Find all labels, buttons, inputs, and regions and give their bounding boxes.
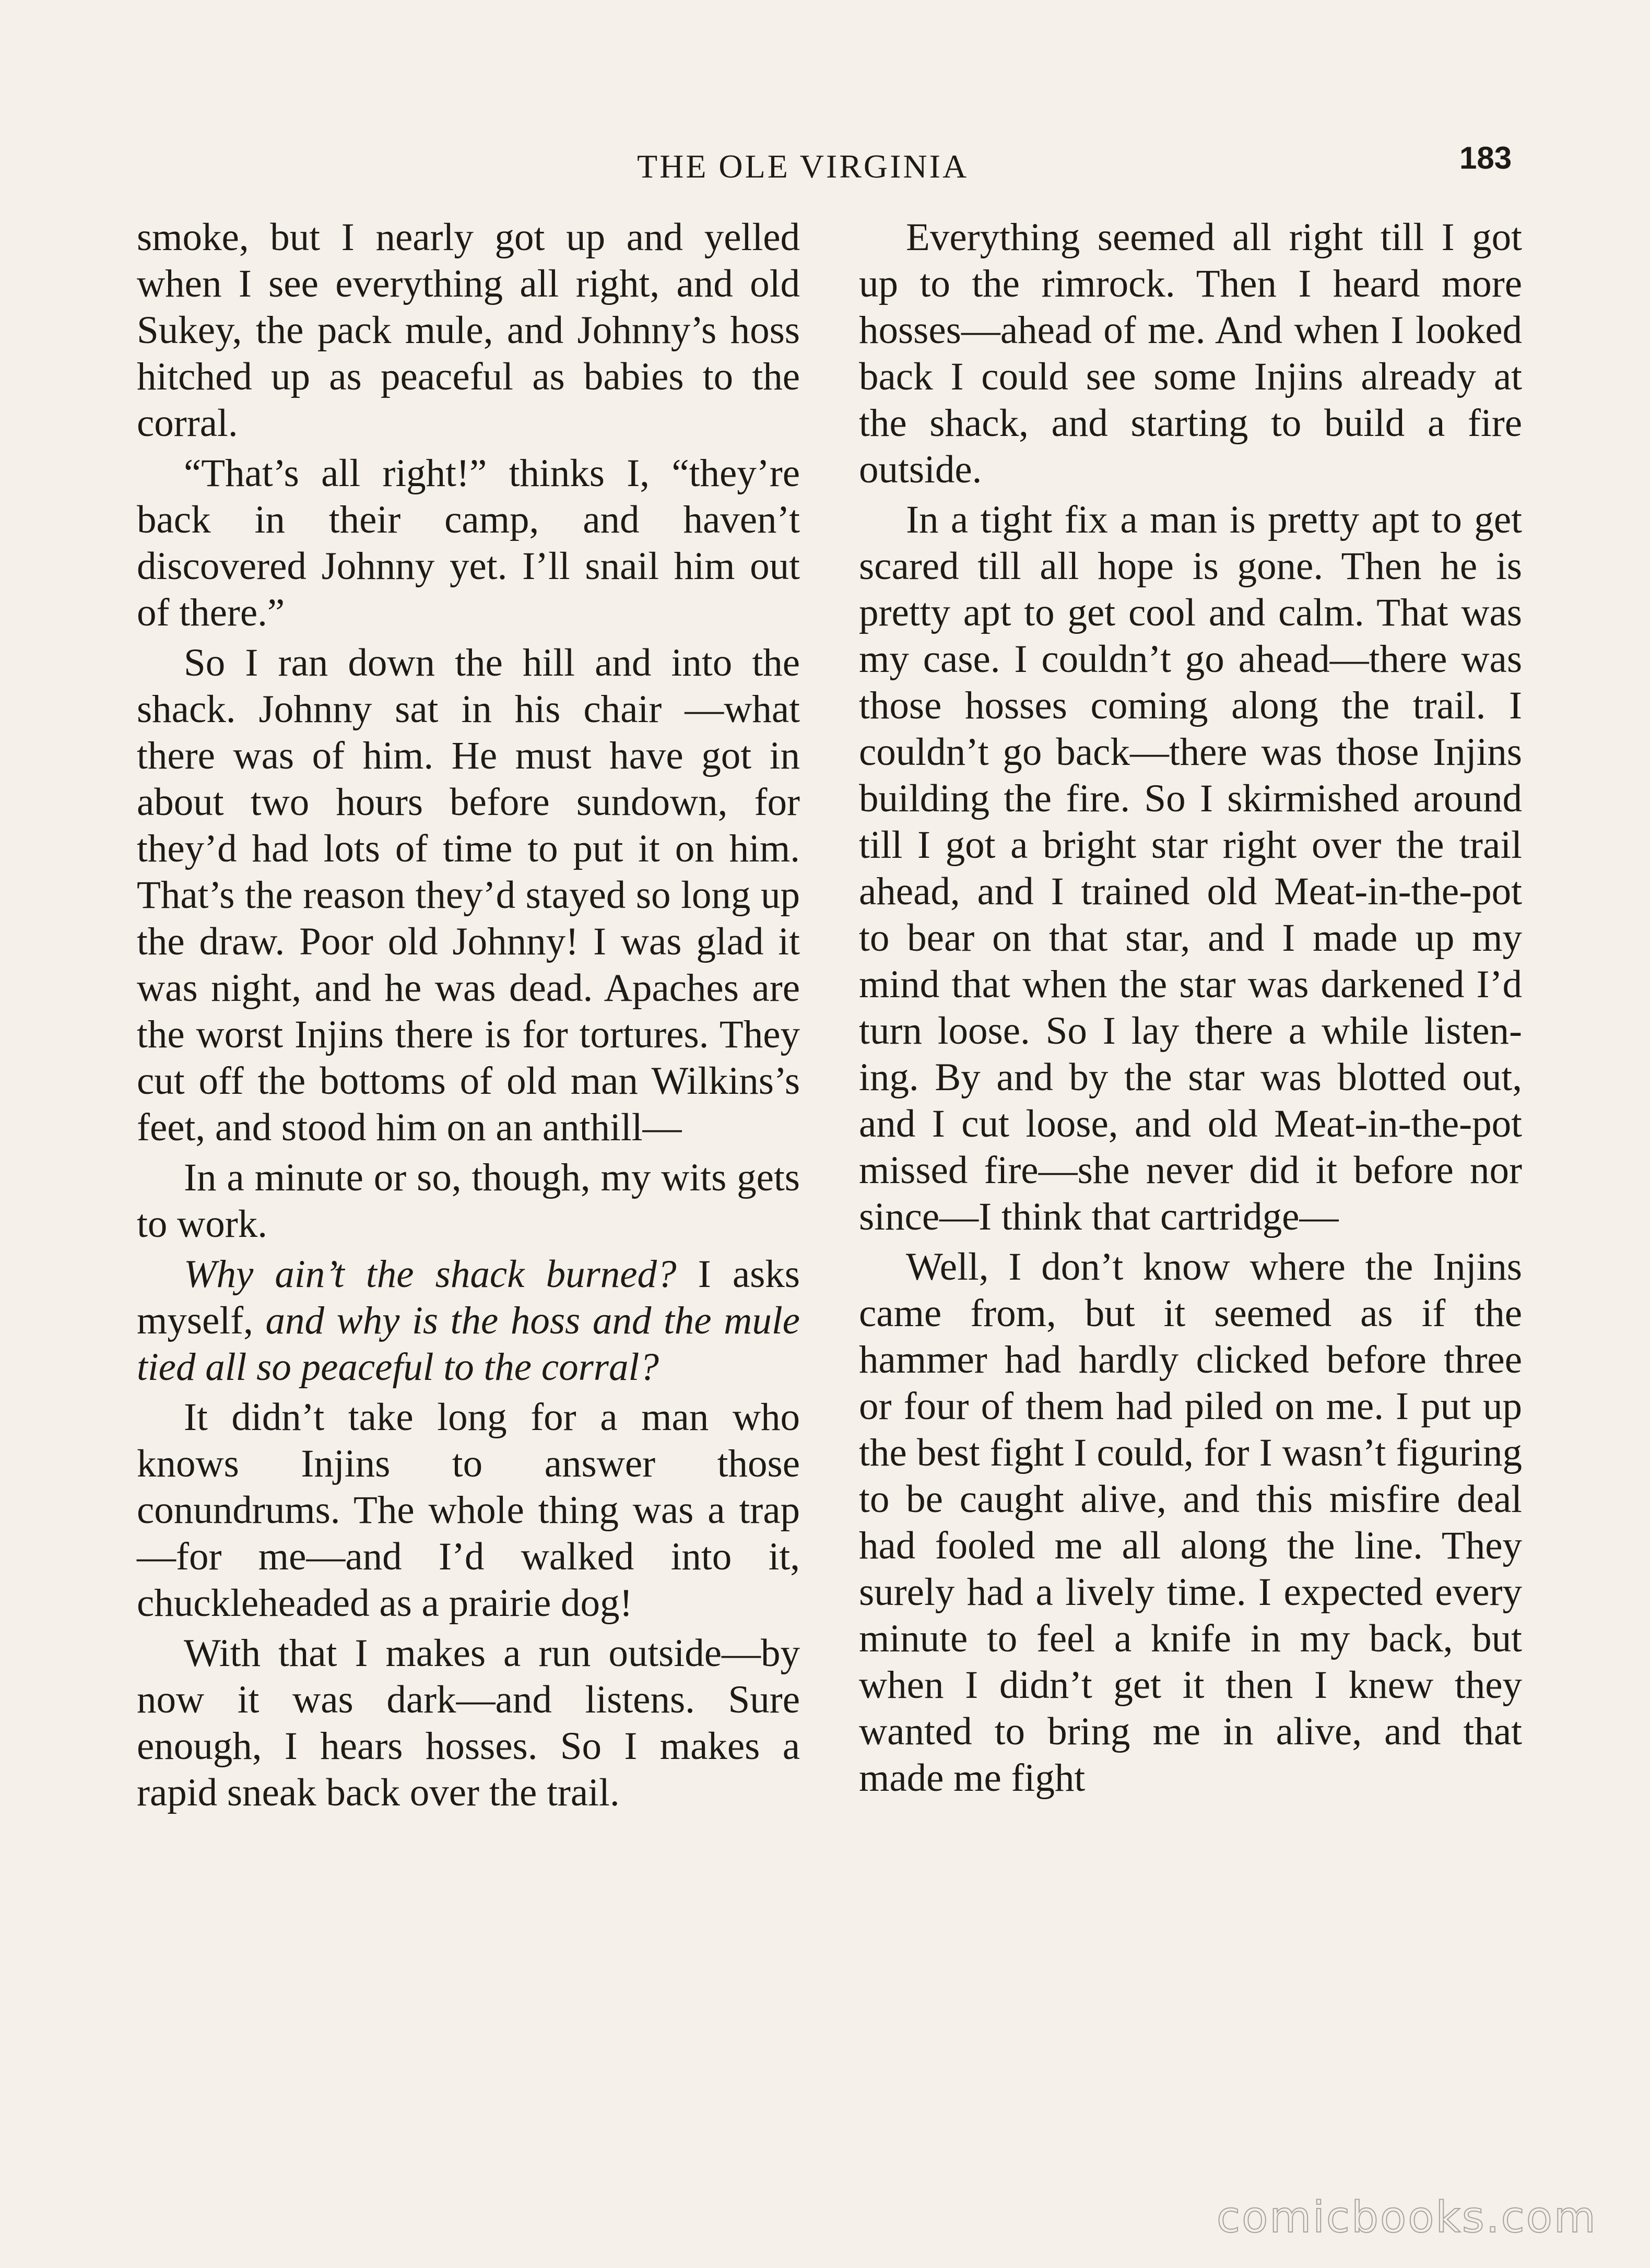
italic-phrase: Why ain’t the shack burned? — [184, 1253, 677, 1296]
paragraph-mixed — [137, 1251, 800, 1390]
paragraph: In a minute or so, though, my wits gets to work. — [137, 1156, 800, 1246]
plain-phrase: I asks myself, — [137, 1253, 800, 1342]
watermark: comicbooks.com — [1217, 2193, 1597, 2242]
paragraph: So I ran down the hill and into the shack. Johnny sat in his chair —what there was of him. He must have got in about two hours before sundown, for they’d had lots of time to put it on him. That’s the reason they’d stayed so long up the draw. Poor old Johnny! I was glad it was night, and he was dead. Apaches are the worst Injins there is for tortures. They cut off the bottoms of old man Wilkins’s feet, and stood him on an anthill— — [137, 641, 800, 1149]
paragraph: smoke, but I nearly got up and yelled when I see everything all right, and old Sukey, the pack mule, and Johnny’s hoss hitched up as peaceful as babies to the corral. — [137, 216, 800, 445]
left-column — [137, 214, 800, 1820]
paragraph: In a tight fix a man is pretty apt to get scared till all hope is gone. Then he is pretty apt to get cool and calm. That was my case. I couldn’t go ahead—there was those hosses coming along the trail. I couldn’t go back—there was those Injins building the fire. So I skirmished around till I got a bright star right over the trail ahead, and I trained old Meat-in-the-pot to bear on that star, and I made up my mind that when the star was darkened I’d turn loose. So I lay there a while listening. By and by the star was blotted out, and I cut loose, and old Meat-in-the-pot missed fire—she never did it before nor since—I think that cartridge— — [859, 498, 1522, 1238]
italic-phrase: and why is the hoss and the mule tied all so peaceful to the corral? — [137, 1299, 800, 1389]
right-column — [859, 214, 1522, 1805]
paragraph: Well, I don’t know where the Injins came from, but it seemed as if the hammer had hardly clicked before three or four of them had piled on me. I put up the best fight I could, for I wasn’t figuring to be caught alive, and this misfire deal had fooled me all along the line. They surely had a lively time. I expected every minute to feel a knife in my back, but when I didn’t get it then I knew they wanted to bring me in alive, and that made me fight — [859, 1245, 1522, 1800]
paragraph: “That’s all right!” thinks I, “they’re back in their camp, and haven’t discovered Johnny yet. I’ll snail him out of there.” — [137, 452, 800, 634]
running-title: THE OLE VIRGINIA — [637, 148, 969, 185]
paragraph: Everything seemed all right till I got up to the rimrock. Then I heard more hosses—ahead of me. And when I looked back I could see some Injins already at the shack, and starting to build a fire outside. — [859, 216, 1522, 491]
paragraph: It didn’t take long for a man who knows Injins to answer those conundrums. The whole thing was a trap—for me—and I’d walked into it, chuckleheaded as a prairie dog! — [137, 1396, 800, 1625]
page-number: 183 — [1459, 140, 1512, 175]
paragraph: With that I makes a run outside—by now it was dark—and listens. Sure enough, I hears hosses. So I makes a rapid sneak back over the trail. — [137, 1632, 800, 1814]
page-header — [0, 140, 1650, 197]
